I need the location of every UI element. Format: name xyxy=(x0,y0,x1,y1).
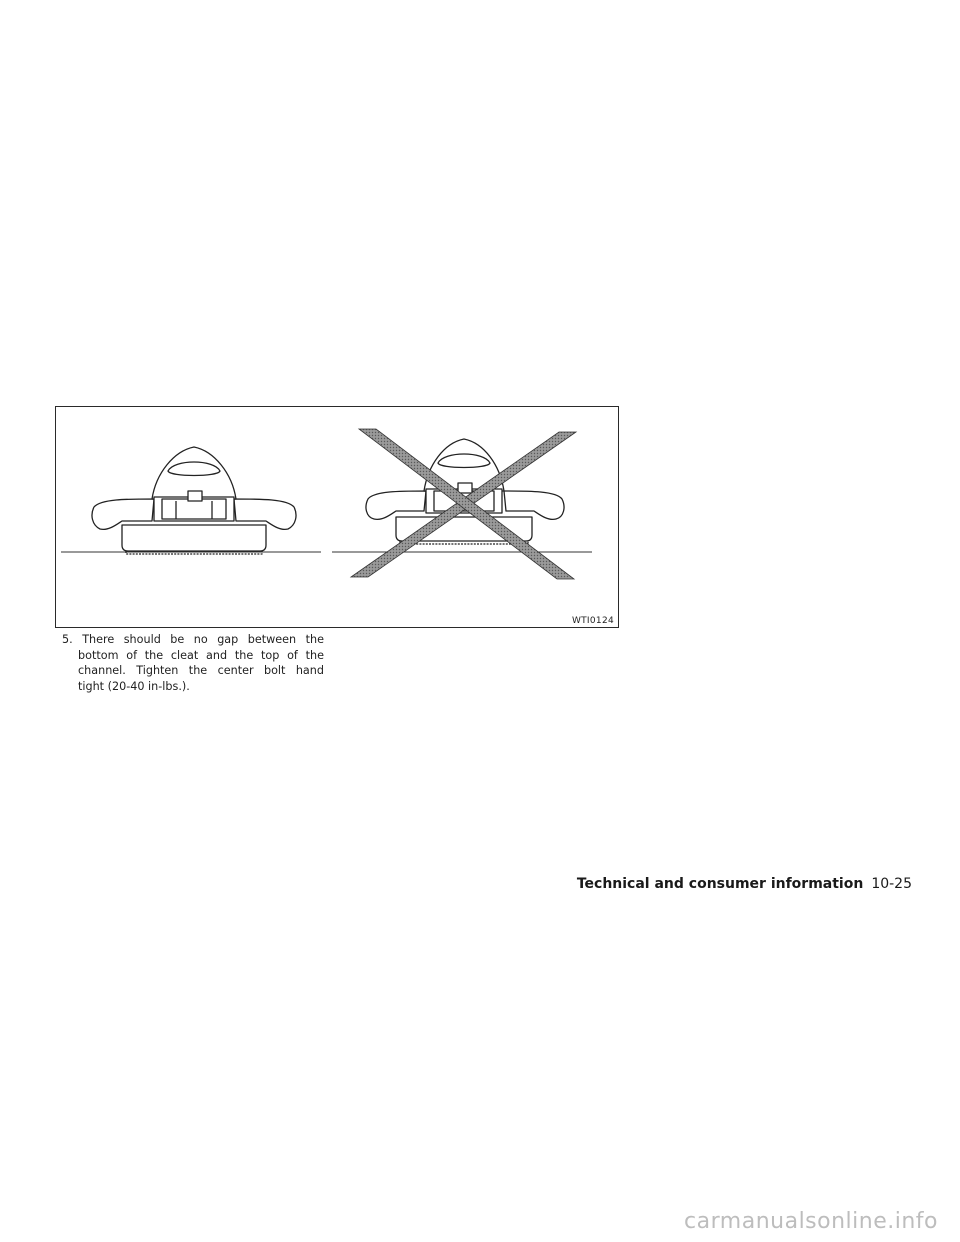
step-line-1: 5. There should be no gap between the xyxy=(62,633,324,646)
step-number: 5. xyxy=(62,633,73,646)
step-5-instruction xyxy=(62,632,324,694)
cleat-correct xyxy=(61,447,321,554)
watermark: carmanualsonline.info xyxy=(684,1209,938,1234)
figure-code: WTI0124 xyxy=(571,616,614,626)
step-line-3: channel. Tighten the center bolt hand xyxy=(78,664,324,677)
cleat-illustration xyxy=(56,407,618,627)
page-footer xyxy=(577,876,912,892)
page-number: 10-25 xyxy=(871,876,912,892)
figure-cleat-installation xyxy=(55,406,619,628)
step-line-2: bottom of the cleat and the top of the xyxy=(78,648,324,662)
step-line-4: tight (20-40 in-lbs.). xyxy=(78,679,190,693)
section-title: Technical and consumer information xyxy=(576,876,864,892)
